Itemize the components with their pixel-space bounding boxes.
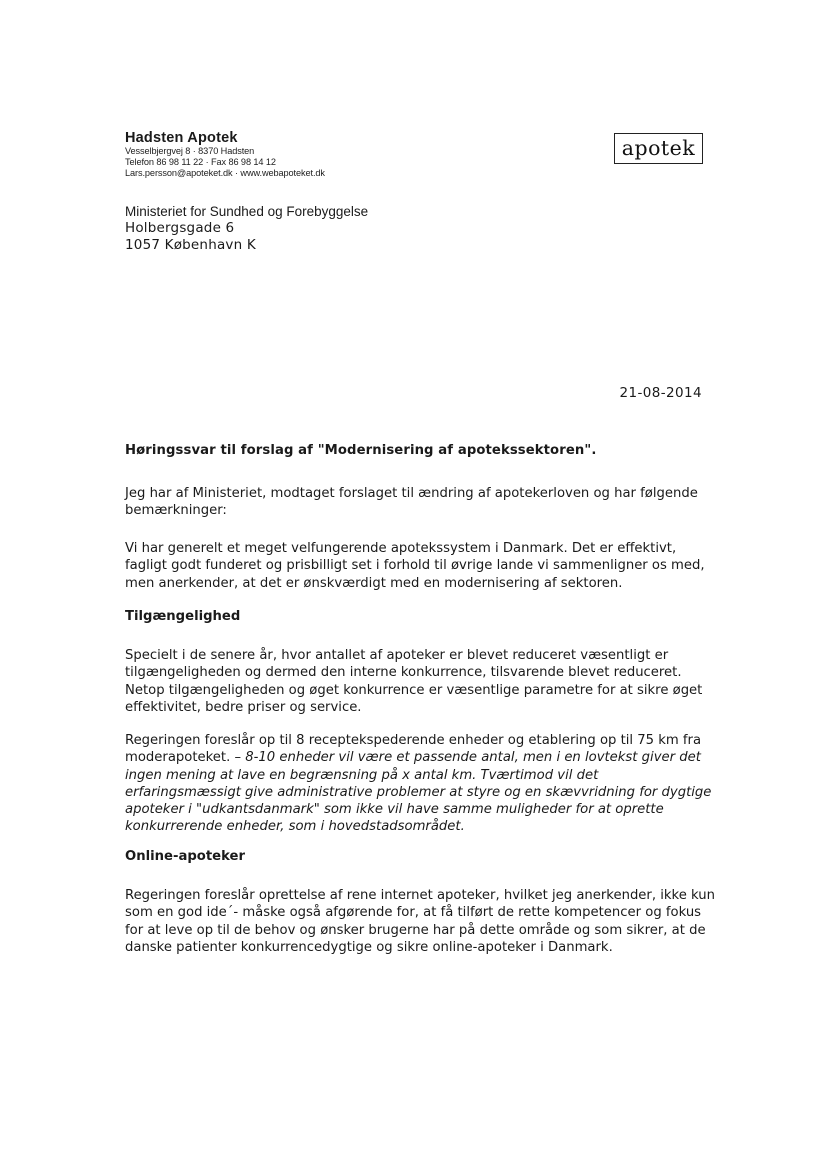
recipient-name: Ministeriet for Sundhed og Forebyggelse: [125, 204, 369, 219]
letter-subject: Høringssvar til forslag af "Modernisering af apotekssektoren".: [125, 443, 597, 458]
intro-paragraph: Jeg har af Ministeriet, modtaget forslaget til ændring af apotekerloven og har følgende bemærkninger:: [125, 486, 698, 519]
online-paragraph: Regeringen foreslår oprettelse af rene internet apoteker, hvilket jeg anerkender, ikke kun som en god ide´- måske også afgørende for, at få tilført de rette kompetencer og fokus for at leve op til de behov og ønsker brugerne har på dette område og som sikrer, at de danske patienter konkurrencedygtige og sikre online-apoteker i Danmark.: [125, 888, 715, 955]
sender-phone: Telefon 86 98 11 22 · Fax 86 98 14 12: [125, 157, 276, 167]
heading-online-apoteker: Online-apoteker: [125, 849, 245, 864]
letter-date: 21-08-2014: [619, 385, 702, 401]
access-paragraph: Specielt i de senere år, hvor antallet af apoteker er blevet reduceret væsentligt er tilgængeligheden og dermed den interne konkurrence, tilsvarende blevet reduceret. Netop tilgængeligheden og øget konkurrence er væsentlige parametre for at sikre øget effektivitet, bedre priser og service.: [125, 648, 703, 715]
apotek-logo: apotek: [614, 133, 703, 164]
sender-contact: Lars.persson@apoteket.dk · www.webapoteket.dk: [125, 168, 325, 178]
general-paragraph: Vi har generelt et meget velfungerende apotekssystem i Danmark. Det er effektivt, fagligt godt funderet og prisbilligt set i forhold til øvrige lande vi sammenligner os med, men anerkender, at det er ønskværdigt med en modernisering af sektoren.: [125, 541, 705, 591]
sender-address: Vesselbjergvej 8 · 8370 Hadsten: [125, 146, 255, 156]
sender-block: [125, 130, 325, 179]
recipient-city: 1057 København K: [125, 237, 256, 253]
recipient-block: [125, 203, 368, 254]
sender-name: Hadsten Apotek: [125, 130, 238, 146]
proposal-comment: 8-10 enheder vil være et passende antal, men i en lovtekst giver det ingen mening at lave en begrænsning på x antal km. Tværtimod vil det erfaringsmæssigt give administrative problemer at styre og en skævvridning for dygtige apoteker i "udkantsdanmark" som ikke vil have samme muligheder for at oprette konkurrerende enheder, som i hovedstadsområdet.: [125, 750, 712, 835]
recipient-street: Holbergsgade 6: [125, 220, 235, 236]
proposal-text: Regeringen foreslår op til 8 receptekspederende enheder og etablering op til 75 km fra moderapoteket. –: [125, 733, 702, 766]
proposal-paragraph: [125, 732, 715, 836]
heading-tilgaengelighed: Tilgængelighed: [125, 609, 241, 624]
